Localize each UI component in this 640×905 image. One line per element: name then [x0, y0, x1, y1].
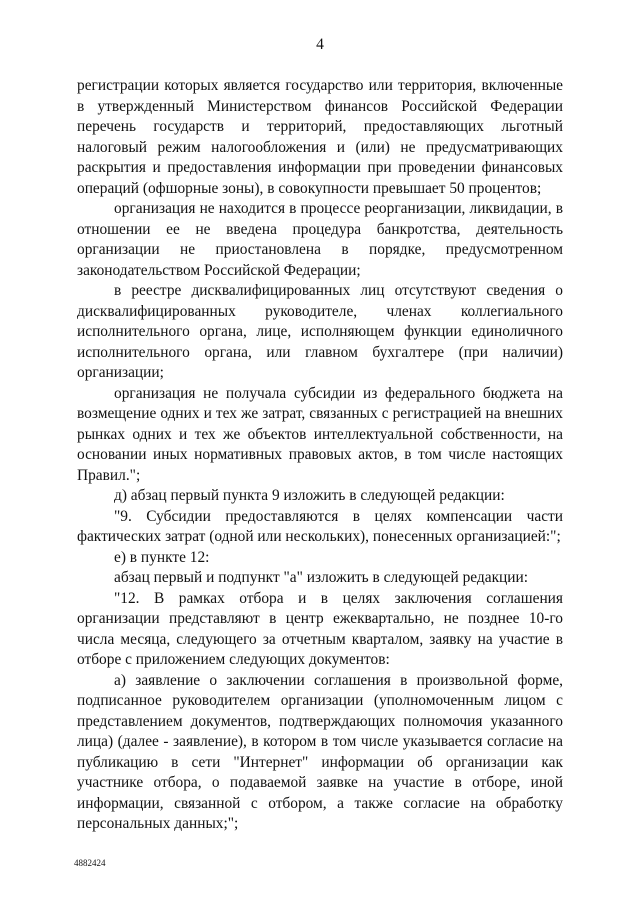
paragraph: регистрации которых является государство или территория, включенные в утвержденный Министерством финансов Российской Федерации перечень государств и территорий, предоставляющих льготный налоговый режим налогообложения и (или) не предусматривающих раскрытия и предоставления информации при проведении финансовых операций (офшорные зоны), в совокупности превышает 50 процентов; [77, 77, 563, 197]
paragraph: организация не находится в процессе реорганизации, ликвидации, в отношении ее не введена процедура банкротства, деятельность организации не приостановлена в порядке, предусмотренном законодательством Российской Федерации; [77, 200, 563, 279]
page-number: 4 [316, 36, 324, 53]
paragraph: е) в пункте 12: [114, 548, 210, 566]
paragraph: в реестре дисквалифицированных лиц отсутствуют сведения о дисквалифицированных руководителе, членах коллегиального исполнительного органа, лице, исполняющем функции единоличного исполнительного органа, или главном бухгалтере (при наличии) организации; [77, 282, 563, 381]
document-body [77, 76, 563, 835]
paragraph: а) заявление о заключении соглашения в произвольной форме, подписанное руководителем организации (уполномоченным лицом с представлением документов, подтверждающих полномочия указанного лица) (далее - заявление), в котором в том числе указывается согласие на публикацию в сети "Интернет" информации об организации как участнике отбора, о подаваемой заявке на участие в отборе, иной информации, связанной с отбором, а также согласие на обработку персональных данных;"; [77, 671, 563, 832]
paragraph: "9. Субсидии предоставляются в целях компенсации части фактических затрат (одной или нескольких), понесенных организацией:"; [77, 507, 563, 545]
document-id: 4882424 [74, 858, 106, 868]
paragraph: организация не получала субсидии из федерального бюджета на возмещение одних и тех же затрат, связанных с регистрацией на внешних рынках одних и тех же объектов интеллектуальной собственности, на основании иных нормативных правовых актов, в том числе настоящих Правил."; [77, 384, 563, 484]
paragraph: "12. В рамках отбора и в целях заключения соглашения организации представляют в центр ежеквартально, не позднее 10-го числа месяца, следующего за отчетным кварталом, заявку на участие в отборе с приложением следующих документов: [77, 589, 563, 668]
paragraph: д) абзац первый пункта 9 изложить в следующей редакции: [114, 487, 505, 504]
paragraph: абзац первый и подпункт "а" изложить в следующей редакции: [114, 569, 529, 586]
